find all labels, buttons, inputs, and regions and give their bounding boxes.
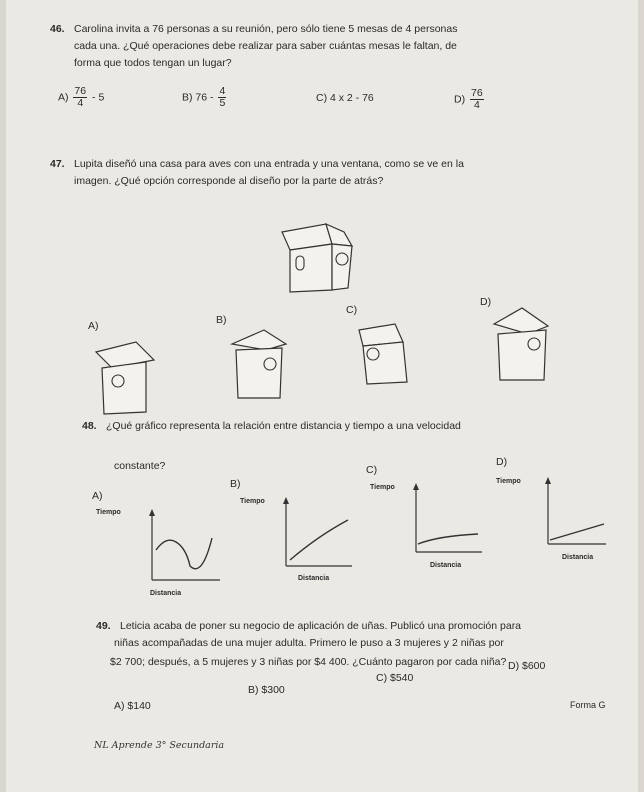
q48-option-a-graph[interactable] [150, 508, 230, 586]
q48-option-b-graph[interactable] [284, 496, 364, 572]
birdhouse-reference-image [280, 218, 360, 298]
q47-text-line2: imagen. ¿Qué opción corresponde al diseño por la parte de atrás? [74, 175, 384, 187]
graph-c-y-label: Tiempo [370, 484, 395, 491]
q48-number: 48. [82, 420, 97, 432]
graph-c-x-label: Distancia [430, 562, 462, 569]
form-label: Forma G [570, 700, 606, 710]
y-axis-arrow [413, 483, 419, 490]
q49-option-d[interactable]: D) $600 [508, 660, 546, 672]
q47-option-c-label[interactable]: C) [346, 304, 358, 316]
q48-option-c-label[interactable]: C) [366, 464, 378, 476]
option-letter: B) [182, 91, 193, 104]
fraction [73, 86, 87, 109]
curve [418, 534, 478, 544]
fraction [470, 88, 484, 111]
denominator: 4 [77, 97, 84, 109]
graph-a-x-label: Distancia [150, 590, 182, 597]
q46-option-a[interactable] [58, 86, 104, 109]
numerator: 76 [74, 85, 87, 97]
line [550, 524, 604, 540]
q47-option-a-label[interactable]: A) [88, 320, 99, 332]
q47-option-b-birdhouse[interactable] [230, 326, 300, 406]
option-letter: A) [58, 91, 69, 104]
q47-option-a-birdhouse[interactable] [94, 338, 164, 418]
q47-option-c-birdhouse[interactable] [355, 320, 425, 400]
y-axis-arrow [149, 509, 155, 516]
q49-option-a[interactable]: A) $140 [114, 700, 151, 712]
q48-option-c-graph[interactable] [414, 482, 494, 558]
q46-text-line3: forma que todos tengan un lugar? [74, 57, 232, 69]
q48-option-d-label[interactable]: D) [496, 456, 508, 468]
q49-number: 49. [96, 620, 111, 632]
q47-option-d-label[interactable]: D) [480, 296, 492, 308]
q47-option-b-label[interactable]: B) [216, 314, 227, 326]
numerator: 4 [219, 85, 226, 97]
fraction [218, 86, 226, 109]
q48-option-d-graph[interactable] [546, 476, 616, 550]
option-prefix: 76 - [195, 91, 214, 104]
q46-text-line1: Carolina invita a 76 personas a su reunión, pero sólo tiene 5 mesas de 4 personas [74, 23, 458, 35]
q48-option-a-label[interactable]: A) [92, 490, 103, 502]
q49-text-line2: niñas acompañadas de una mujer adulta. Primero le puso a 3 mujeres y 2 niñas por [114, 637, 504, 649]
graph-d-y-label: Tiempo [496, 478, 521, 485]
q46-option-b[interactable] [182, 86, 228, 109]
graph-a-y-label: Tiempo [96, 509, 121, 516]
q49-text-line3: $2 700; después, a 5 mujeres y 3 niñas por $4 400. ¿Cuánto pagaron por cada niña? [110, 656, 507, 668]
curve [156, 538, 212, 569]
q46-text-line2: cada una. ¿Qué operaciones debe realizar para saber cuántas mesas le faltan, de [74, 40, 457, 52]
q48-option-b-label[interactable]: B) [230, 478, 241, 490]
graph-b-x-label: Distancia [298, 575, 330, 582]
q48-text-line2: constante? [114, 460, 166, 472]
option-rest: - 5 [92, 91, 105, 104]
q47-option-d-birdhouse[interactable] [488, 306, 558, 386]
q47-number: 47. [50, 158, 65, 170]
y-axis-arrow [545, 477, 551, 484]
y-axis-arrow [283, 497, 289, 504]
q46-option-d[interactable] [454, 88, 486, 111]
q46-option-c[interactable]: C) 4 x 2 - 76 [316, 92, 374, 104]
q48-text-line1: ¿Qué gráfico representa la relación entre distancia y tiempo a una velocidad [106, 420, 461, 432]
graph-d-x-label: Distancia [562, 554, 594, 561]
q46-number: 46. [50, 23, 65, 35]
handwritten-note: NL Aprende 3° Secundaria [94, 740, 225, 751]
denominator: 4 [473, 99, 480, 111]
numerator: 76 [471, 87, 483, 99]
q47-text-line1: Lupita diseñó una casa para aves con una entrada y una ventana, como se ve en la [74, 158, 464, 170]
curve [290, 520, 348, 560]
option-letter: D) [454, 93, 466, 106]
q49-option-b[interactable]: B) $300 [248, 684, 285, 696]
q49-text-line1: Leticia acaba de poner su negocio de aplicación de uñas. Publicó una promoción para [120, 620, 522, 632]
q49-option-c[interactable]: C) $540 [376, 672, 414, 684]
denominator: 5 [219, 97, 226, 109]
graph-b-y-label: Tiempo [240, 498, 265, 505]
